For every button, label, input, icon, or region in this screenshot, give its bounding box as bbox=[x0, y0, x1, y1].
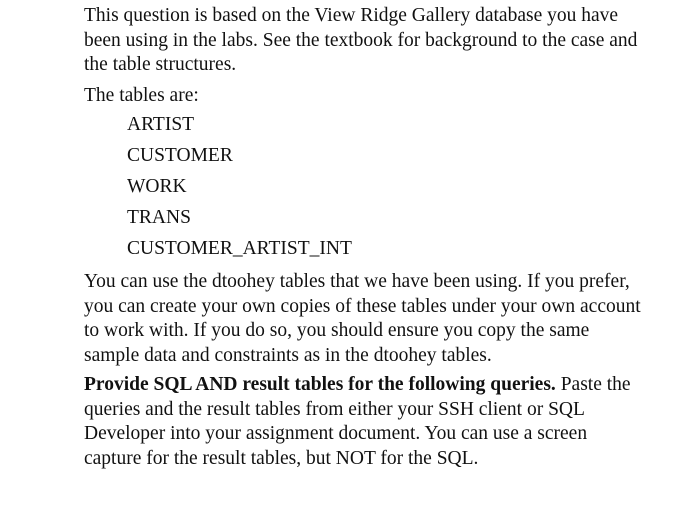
instruction-bold-text: Provide SQL AND result tables for the following queries. bbox=[84, 374, 556, 395]
instruction-paragraph bbox=[84, 373, 644, 471]
table-item-trans: TRANS bbox=[127, 207, 191, 228]
tables-label: The tables are: bbox=[84, 84, 199, 106]
table-item-artist: ARTIST bbox=[127, 114, 195, 135]
table-list bbox=[84, 113, 644, 264]
table-item-customer: CUSTOMER bbox=[127, 145, 233, 166]
table-item-work: WORK bbox=[127, 176, 187, 197]
intro-paragraph: This question is based on the View Ridge Gallery database you have been using in the labs. See the textbook for background to the case and the table structures. bbox=[84, 5, 638, 75]
table-item-customer-artist-int: CUSTOMER_ARTIST_INT bbox=[127, 238, 352, 259]
document-body bbox=[84, 4, 644, 471]
instruction-text: Paste the queries and the result tables from either your SSH client or SQL Developer into your assignment document. You can use a screen capture for the result tables, but NOT for the SQL. bbox=[84, 374, 631, 469]
dtoohey-paragraph: You can use the dtoohey tables that we have been using. If you prefer, you can create your own copies of these tables under your own account to work with. If you do so, you should ensure you copy the same sample data and constraints as in the dtoohey tables. bbox=[84, 271, 641, 366]
